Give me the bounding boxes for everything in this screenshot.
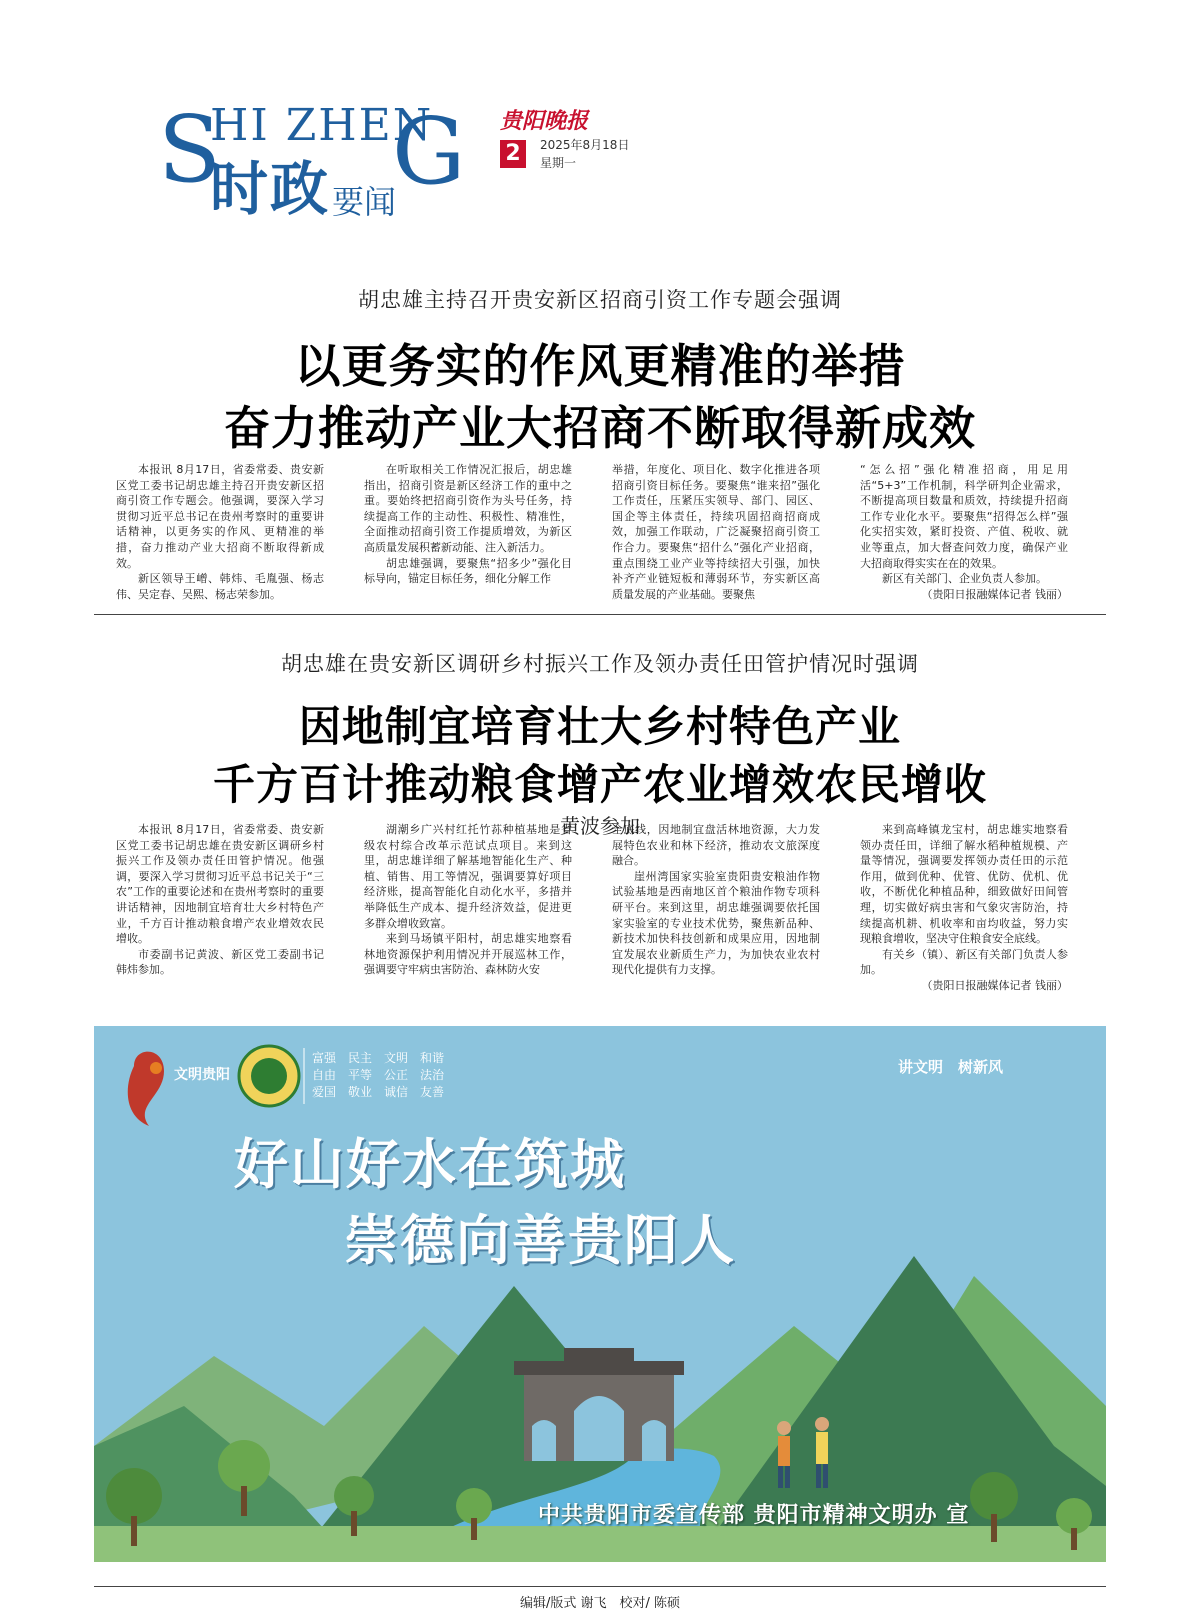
article1-headline-line2: 奋力推动产业大招商不断取得新成效 xyxy=(224,401,976,455)
article1-para: 在听取相关工作情况汇报后，胡忠雄指出，招商引资是新区经济工作的重中之重。要始终把招商引资作为头号任务，持续提高工作的主动性、积极性、精准性，全面推动招商引资工作提质增效，为新区高质量发展积蓄新动能、注入新活力。 xyxy=(364,463,572,554)
ad-sponsor: 中共贵阳市委宣传部 贵阳市精神文明办 宣 xyxy=(538,1503,970,1528)
masthead-hi-zheng: HI ZHEN xyxy=(210,100,434,151)
newspaper-logo: 贵阳晚报 xyxy=(500,108,589,134)
article2-column-4 xyxy=(860,822,1068,994)
article2-participant: 黄波参加 xyxy=(560,814,640,838)
article2-headline-line1: 因地制宜培育壮大乡村特色产业 xyxy=(298,702,901,751)
article1-subtitle: 胡忠雄主持召开贵安新区招商引资工作专题会强调 xyxy=(358,288,842,312)
emblem-logo-icon xyxy=(239,1046,299,1106)
article2-subtitle: 胡忠雄在贵安新区调研乡村振兴工作及领办责任田管护情况时强调 xyxy=(281,652,919,676)
issue-weekday: 星期一 xyxy=(540,156,577,170)
page-number: 2 xyxy=(500,140,526,168)
article1-para: 本报讯 8月17日，省委常委、贵安新区党工委书记胡忠雄主持召开贵安新区招商引资工作专题会。他强调，要深入学习贯彻习近平总书记在贵州考察时的重要讲话精神，以更务实的作风、更精准的举措，奋力推动产业大招商不断取得新成效。 xyxy=(116,463,324,570)
section-title: 时政 xyxy=(210,155,331,223)
article2-column-2 xyxy=(364,822,572,978)
article2-para: 全底线，因地制宜盘活林地资源，大力发展特色农业和林下经济，推动农文旅深度融合。 xyxy=(612,823,820,868)
article1-column-2 xyxy=(364,462,572,587)
article1-para: “怎么招”强化精准招商，用足用活“5+3”工作机制，科学研判企业需求，不断提高项目数量和质效，持续提升招商工作专业化水平。要聚焦“招得怎么样”强化实招实效，紧盯投资、产值、税收、就业等重点，加大督查问效力度，确保产业大招商取得实实在在的效果。 xyxy=(860,463,1068,570)
article2-credit: （贵阳日报融媒体记者 钱丽） xyxy=(921,978,1068,992)
article1-column-1 xyxy=(116,462,324,602)
article2-para: 来到高峰镇龙宝村，胡忠雄实地察看领办责任田，详细了解水稻种植规模、产量等情况，强调要发挥领办责任田的示范作用，做到优种、优管、优防、优机、优收，不断优化种植品种，细致做好田间管理，切实做好病虫害和气象灾害防治，持续提高机耕、机收率和亩均收益，努力实现粮食增收，坚决守住粮食安全底线。 xyxy=(860,823,1068,946)
ground xyxy=(94,1526,1106,1562)
article1-para: 胡忠雄强调，要聚焦“招多少”强化目标导向，锚定目标任务，细化分解工作 xyxy=(364,556,572,586)
article1-credit: （贵阳日报融媒体记者 钱丽） xyxy=(921,587,1068,601)
ad-corner-slogan: 讲文明 树新风 xyxy=(898,1058,1004,1076)
masthead-big-g: G xyxy=(392,98,466,205)
section-divider xyxy=(94,614,1106,615)
article1-column-3 xyxy=(612,462,820,602)
article1-para: 新区领导王嶒、韩炜、毛胤强、杨志伟、吴定春、吴熙、杨志荣参加。 xyxy=(116,572,324,601)
article2-para: 有关乡（镇）、新区有关部门负责人参加。 xyxy=(860,947,1068,977)
article2-para: 崖州湾国家实验室贵阳贵安粮油作物试验基地是西南地区首个粮油作物专项科研平台。来到这里，胡忠雄强调要依托国家实验室的专业技术优势，聚焦新品种、新技术加快科技创新和成果应用，因地制宜发展农业新质生产力，为加快农业农村现代化提供有力支撑。 xyxy=(612,869,820,977)
article1-column-4 xyxy=(860,462,1068,602)
core-values-row: 爱国 敬业 诚信 友善 xyxy=(312,1085,445,1099)
article2-column-1 xyxy=(116,822,324,978)
core-values-row: 自由 平等 公正 法治 xyxy=(312,1068,445,1082)
arch-gate-icon xyxy=(514,1348,684,1461)
subsection-title: 要闻 xyxy=(332,183,397,221)
core-values-row: 富强 民主 文明 和谐 xyxy=(312,1051,445,1065)
core-values xyxy=(312,1050,444,1101)
article2-para: 本报讯 8月17日，省委常委、贵安新区党工委书记胡忠雄在贵安新区调研乡村振兴工作及领办责任田管护情况。他强调，要深入学习贯彻习近平总书记关于“三农”工作的重要论述和在贵州考察时的重要讲话精神，因地制宜培育壮大乡村特色产业，千方百计推动粮食增产农业增效农民增收。 xyxy=(116,823,324,946)
footer-divider xyxy=(94,1586,1106,1587)
article2-para: 湖潮乡广兴村红托竹荪种植基地是省级农村综合改革示范试点项目。来到这里，胡忠雄详细了解基地智能化生产、种植、销售、用工等情况，强调要算好项目经济账，提高智能化自动化水平，多措并举降低生产成本、提升经济效益，促进更多群众增收致富。 xyxy=(364,823,572,930)
article1-para: 举措，年度化、项目化、数字化推进各项招商引资目标任务。要聚焦“谁来招”强化工作责任，压紧压实领导、部门、园区、国企等主体责任，持续巩固招商招商成效，加强工作联动，广泛凝聚招商引资工作合力。要聚焦“招什么”强化产业招商，重点围绕工业产业等持续招大引强，加快补齐产业链短板和薄弱环节，夯实新区高质量发展的产业基础。要聚焦 xyxy=(612,463,820,601)
ad-illustration xyxy=(94,1026,1106,1562)
issue-date: 2025年8月18日 xyxy=(540,138,630,152)
ad-slogan-line1: 好山好水在筑城 xyxy=(234,1133,626,1196)
article2-para: 来到马场镇平阳村，胡忠雄实地察看林地资源保护利用情况并开展巡林工作，强调要守牢病虫害防治、森林防火安 xyxy=(364,932,572,977)
article1-headline-line1: 以更务实的作风更精准的举措 xyxy=(294,339,906,393)
ad-slogan-line2: 崇德向善贵阳人 xyxy=(344,1209,736,1272)
article2-column-3 xyxy=(612,822,820,978)
masthead-big-s: S xyxy=(158,96,222,203)
article2-para: 市委副书记黄波、新区党工委副书记韩炜参加。 xyxy=(116,947,324,977)
page-credits: 编辑/版式 谢飞 校对/ 陈硕 xyxy=(519,1596,681,1611)
civilization-ad-banner xyxy=(94,1026,1106,1562)
ad-logo-text: 文明贵阳 xyxy=(174,1067,230,1083)
article1-para: 新区有关部门、企业负责人参加。 xyxy=(882,572,1047,586)
article2-headline-line2: 千方百计推动粮食增产农业增效农民增收 xyxy=(212,760,987,809)
